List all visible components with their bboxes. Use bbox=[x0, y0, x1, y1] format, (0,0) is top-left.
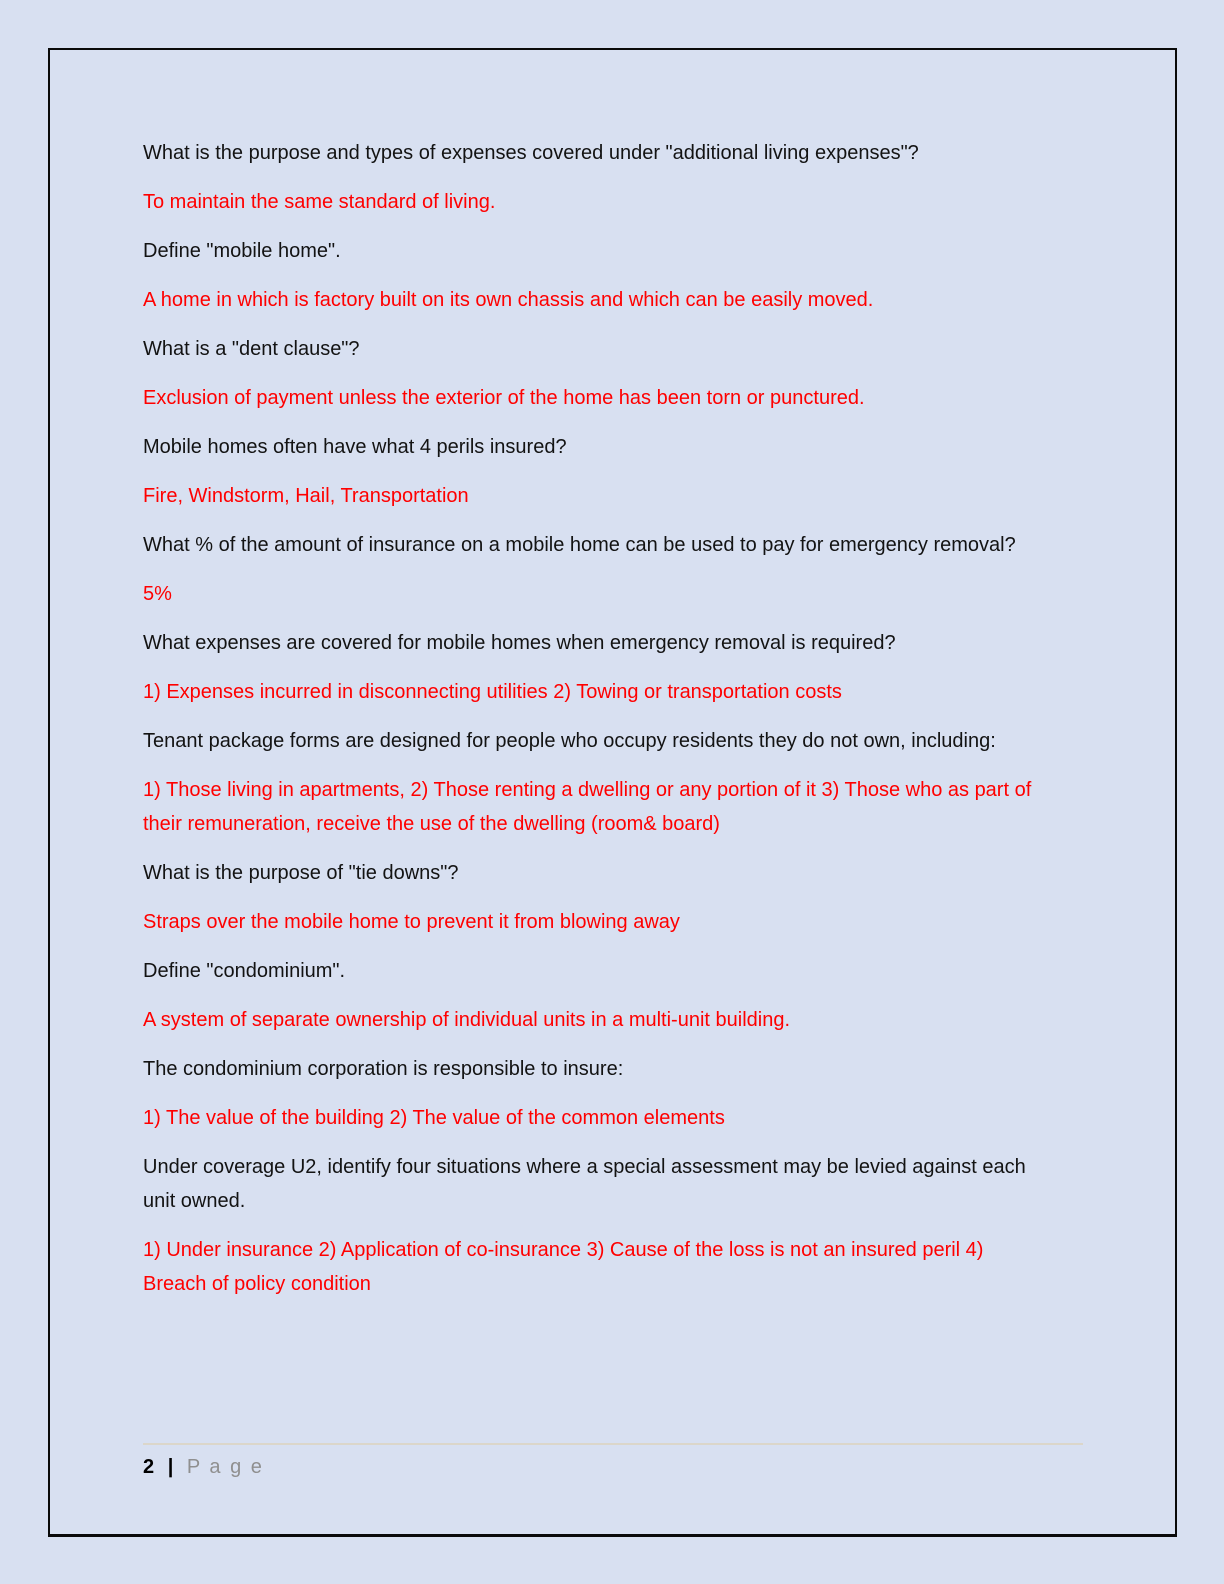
answer-paragraph: 5% bbox=[143, 583, 172, 605]
answer-paragraph: A system of separate ownership of individual units in a multi-unit building. bbox=[143, 1009, 791, 1031]
footer-separator: | bbox=[167, 1456, 174, 1478]
question-paragraph: Define "mobile home". bbox=[143, 240, 341, 262]
answer-paragraph: 1) Under insurance 2) Application of co-insurance 3) Cause of the loss is not an insured peril 4) Breach of policy condition bbox=[143, 1239, 984, 1295]
answer-paragraph: 1) The value of the building 2) The value of the common elements bbox=[143, 1107, 725, 1129]
question-paragraph: Define "condominium". bbox=[143, 960, 346, 982]
question-paragraph: Under coverage U2, identify four situations where a special assessment may be levied against each unit owned. bbox=[143, 1156, 1026, 1212]
page-footer bbox=[143, 1443, 1083, 1479]
answer-paragraph: Exclusion of payment unless the exterior of the home has been torn or punctured. bbox=[143, 387, 865, 409]
question-paragraph: What is the purpose and types of expenses covered under "additional living expenses"? bbox=[143, 142, 919, 164]
answer-paragraph: Fire, Windstorm, Hail, Transportation bbox=[143, 485, 469, 507]
question-paragraph: What % of the amount of insurance on a mobile home can be used to pay for emergency removal? bbox=[143, 534, 1016, 556]
answer-paragraph: A home in which is factory built on its own chassis and which can be easily moved. bbox=[143, 289, 874, 311]
footer-page-label: P a g e bbox=[186, 1456, 264, 1478]
question-paragraph: What is a "dent clause"? bbox=[143, 338, 360, 360]
question-paragraph: What is the purpose of "tie downs"? bbox=[143, 862, 459, 884]
question-paragraph: Mobile homes often have what 4 perils insured? bbox=[143, 436, 567, 458]
answer-paragraph: 1) Expenses incurred in disconnecting utilities 2) Towing or transportation costs bbox=[143, 681, 842, 703]
answer-paragraph: 1) Those living in apartments, 2) Those renting a dwelling or any portion of it 3) Those who as part of their remuneration, receive the use of the dwelling (room& board) bbox=[143, 779, 1032, 835]
question-paragraph: What expenses are covered for mobile homes when emergency removal is required? bbox=[143, 632, 896, 654]
question-paragraph: The condominium corporation is responsible to insure: bbox=[143, 1058, 624, 1080]
question-paragraph: Tenant package forms are designed for people who occupy residents they do not own, including: bbox=[143, 730, 996, 752]
document-page-frame bbox=[48, 48, 1177, 1537]
answer-paragraph: To maintain the same standard of living. bbox=[143, 191, 496, 213]
qa-content bbox=[143, 136, 1048, 1316]
page-number: 2 bbox=[143, 1456, 155, 1478]
answer-paragraph: Straps over the mobile home to prevent it from blowing away bbox=[143, 911, 680, 933]
